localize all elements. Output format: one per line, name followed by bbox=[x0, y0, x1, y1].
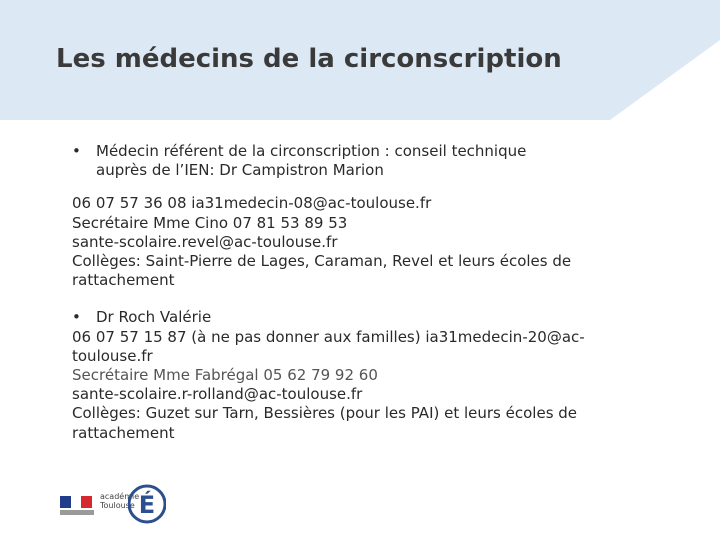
doctor2-heading bbox=[72, 308, 642, 327]
content-body bbox=[72, 142, 642, 443]
republique-label-bar bbox=[60, 510, 94, 515]
doctor1-colleges-2: rattachement bbox=[72, 271, 175, 290]
bullet-icon: • bbox=[72, 142, 81, 160]
academie-wordmark: académie Toulouse bbox=[100, 492, 140, 510]
doctor2-name: Dr Roch Valérie bbox=[96, 308, 212, 327]
republique-flag-icon bbox=[60, 496, 92, 508]
doctor1-phone-email: 06 07 57 36 08 ia31medecin-08@ac-toulouse.fr bbox=[72, 194, 432, 213]
doctor1-details bbox=[72, 194, 642, 290]
doctor2-colleges-1: Collèges: Guzet sur Tarn, Bessières (pour les PAI) et leurs écoles de bbox=[72, 404, 578, 423]
bullet-icon: • bbox=[72, 308, 81, 327]
doctor1-colleges-1: Collèges: Saint-Pierre de Lages, Caraman, Revel et leurs écoles de bbox=[72, 252, 572, 271]
doctor1-role-label: Médecin référent de la circonscription : bbox=[96, 142, 390, 160]
doctor1-secretary: Secrétaire Mme Cino 07 81 53 89 53 bbox=[72, 213, 348, 232]
doctor1-heading bbox=[72, 142, 642, 180]
doctor2-secretary: Secrétaire Mme Fabrégal 05 62 79 92 60 bbox=[72, 366, 378, 385]
doctor1-role-desc-1: conseil technique bbox=[389, 142, 527, 160]
doctor1-secretary-email: sante-scolaire.revel@ac-toulouse.fr bbox=[72, 232, 338, 251]
doctor2-phone-2: toulouse.fr bbox=[72, 346, 153, 365]
doctor2-secretary-email: sante-scolaire.r-rolland@ac-toulouse.fr bbox=[72, 385, 363, 404]
doctor2-colleges-2: rattachement bbox=[72, 423, 175, 442]
academie-logo bbox=[60, 478, 170, 528]
doctor1-role-desc-2: auprès de l’IEN: Dr Campistron Marion bbox=[96, 161, 384, 180]
academie-e-emblem-icon bbox=[128, 480, 166, 526]
doctor2-phone-1: 06 07 57 15 87 (à ne pas donner aux familles) ia31medecin-20@ac- bbox=[72, 327, 585, 346]
doctor2-block bbox=[72, 308, 642, 442]
svg-text:É: É bbox=[138, 491, 156, 519]
page-title: Les médecins de la circonscription bbox=[56, 44, 562, 74]
